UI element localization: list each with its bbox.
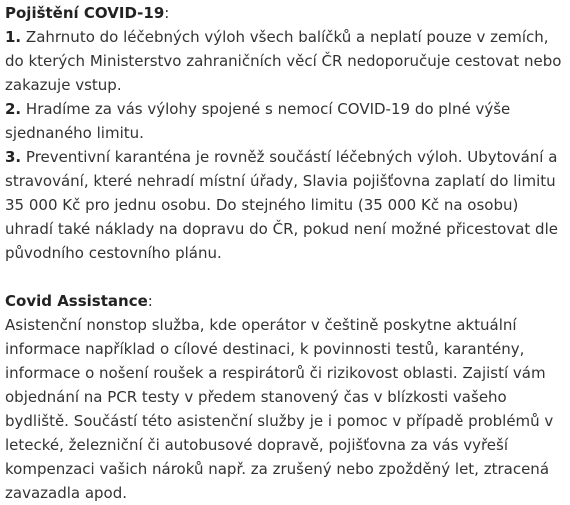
item-text: Zahrnuto do léčebných výloh všech balíčků a neplatí pouze v zemích, do kterých Ministerstvo zahraničních věcí ČR nedoporučuje cestovat nebo zakazuje vstup. xyxy=(5,28,562,94)
covid-title-line xyxy=(5,1,570,25)
assistance-title: Covid Assistance xyxy=(5,292,148,310)
assistance-title-colon: : xyxy=(147,292,153,310)
list-item xyxy=(5,25,570,97)
assistance-text: Asistenční nonstop služba, kde operátor v češtině poskytne aktuální informace například o cílové destinaci, k povinnosti testů, karantény, informace o nošení roušek a respirátorů či rizikovost oblasti. Zajistí vám objednání na PCR testy v předem stanovený čas v blízkosti vašeho bydliště. Součástí této asistenční služby je i pomoc v případě problémů v letecké, železniční či autobusové dopravě, pojišťovna za vás vyřeší kompenzaci vašich nároků např. za zrušený nebo zpožděný let, ztracená zavazadla apod. xyxy=(5,316,554,502)
list-item xyxy=(5,145,570,265)
item-number: 1. xyxy=(5,28,22,46)
covid-title: Pojištění COVID-19 xyxy=(5,4,165,22)
covid-section xyxy=(5,1,570,265)
item-text: Preventivní karanténa je rovněž součástí léčebných výloh. Ubytování a stravování, které nehradí místní úřady, Slavia pojišťovna zaplatí do limitu 35 000 Kč pro jednu osobu. Do stejného limitu (35 000 Kč na osobu) uhradí také náklady na dopravu do ČR, pokud není možné přicestovat dle původního cestovního plánu. xyxy=(5,148,558,262)
item-number: 2. xyxy=(5,100,22,118)
spacer xyxy=(5,265,570,289)
covid-title-colon: : xyxy=(164,4,170,22)
item-text: Hradíme za vás výlohy spojené s nemocí COVID-19 do plné výše sjednaného limitu. xyxy=(5,100,511,142)
assistance-section xyxy=(5,289,570,505)
list-item xyxy=(5,97,570,145)
item-number: 3. xyxy=(5,148,22,166)
assistance-title-line xyxy=(5,289,570,313)
